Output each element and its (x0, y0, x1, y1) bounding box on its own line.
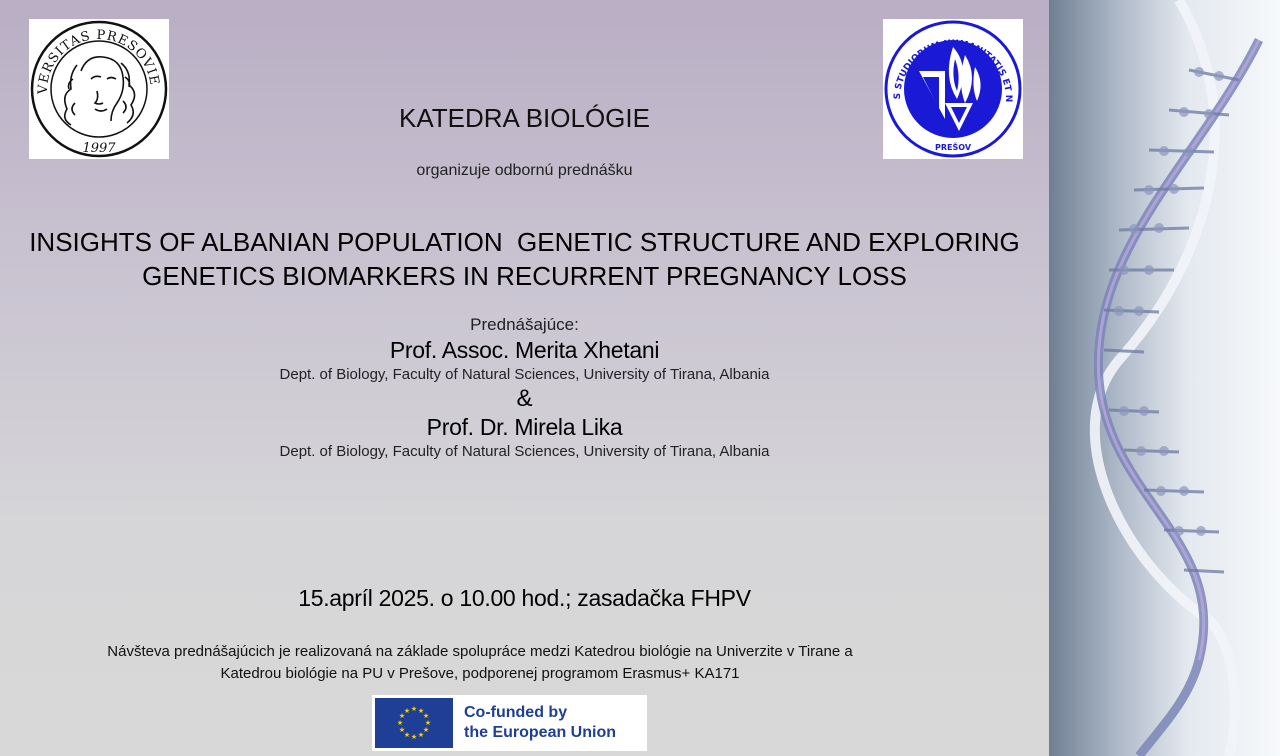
svg-text:★: ★ (403, 731, 411, 739)
svg-text:★: ★ (410, 705, 418, 713)
eu-flag-icon (375, 698, 453, 748)
cooperation-note-line-1: Návšteva prednášajúcich je realizovaná na základe spolupráce medzi Katedrou biológie na Univerzite v Tirane a (107, 643, 853, 660)
svg-text:★: ★ (396, 719, 404, 727)
lecturer-2-affiliation: Dept. of Biology, Faculty of Natural Sciences, University of Tirana, Albania (279, 443, 770, 460)
event-subtitle: organizuje odbornú prednášku (416, 162, 633, 179)
lecture-title-line-2: GENETICS BIOMARKERS IN RECURRENT PREGNANCY LOSS (142, 261, 907, 291)
svg-text:★: ★ (422, 712, 430, 720)
right-logo-ring-text: S STUDIORUM HUMANITATIS ET N (892, 38, 1014, 103)
svg-text:★: ★ (410, 733, 418, 741)
lecturers-separator: & (516, 385, 533, 412)
eu-badge-line-2: the European Union (464, 724, 616, 741)
right-logo-city: PREŠOV (934, 143, 972, 152)
lecturers-label: Prednášajúce: (470, 315, 579, 334)
event-datetime: 15.apríl 2025. o 10.00 hod.; zasadačka FHPV (298, 585, 751, 611)
eu-cofunded-badge (372, 695, 647, 751)
svg-text:★: ★ (417, 731, 425, 739)
lecture-title-line-1: INSIGHTS OF ALBANIAN POPULATION GENETIC STRUCTURE AND EXPLORING (29, 227, 1020, 257)
eu-badge-line-1: Co-funded by (464, 704, 568, 721)
svg-text:★: ★ (417, 707, 425, 715)
left-logo-year: 1997 (82, 141, 116, 156)
faculty-fhpv-logo (883, 19, 1023, 159)
lecturer-1-name: Prof. Assoc. Merita Xhetani (389, 337, 660, 363)
cooperation-note-line-2: Katedrou biológie na PU v Prešove, podporenej programom Erasmus+ KA171 (220, 665, 740, 682)
svg-text:★: ★ (403, 707, 411, 715)
department-title: KATEDRA BIOLÓGIE (399, 103, 650, 133)
university-presov-logo (29, 19, 169, 159)
svg-text:★: ★ (398, 726, 406, 734)
dna-helix-image (1049, 0, 1280, 756)
cooperation-note (0, 641, 960, 685)
lecturer-1-affiliation: Dept. of Biology, Faculty of Natural Sciences, University of Tirana, Albania (279, 366, 770, 383)
svg-text:★: ★ (398, 712, 406, 720)
left-logo-ring-text: VERSITAS PRESOVIE (35, 27, 162, 95)
eu-badge-text (464, 703, 616, 743)
lecture-title (0, 225, 1049, 293)
lecturer-2-name: Prof. Dr. Mirela Lika (426, 414, 623, 440)
svg-text:★: ★ (424, 719, 432, 727)
svg-text:★: ★ (422, 726, 430, 734)
